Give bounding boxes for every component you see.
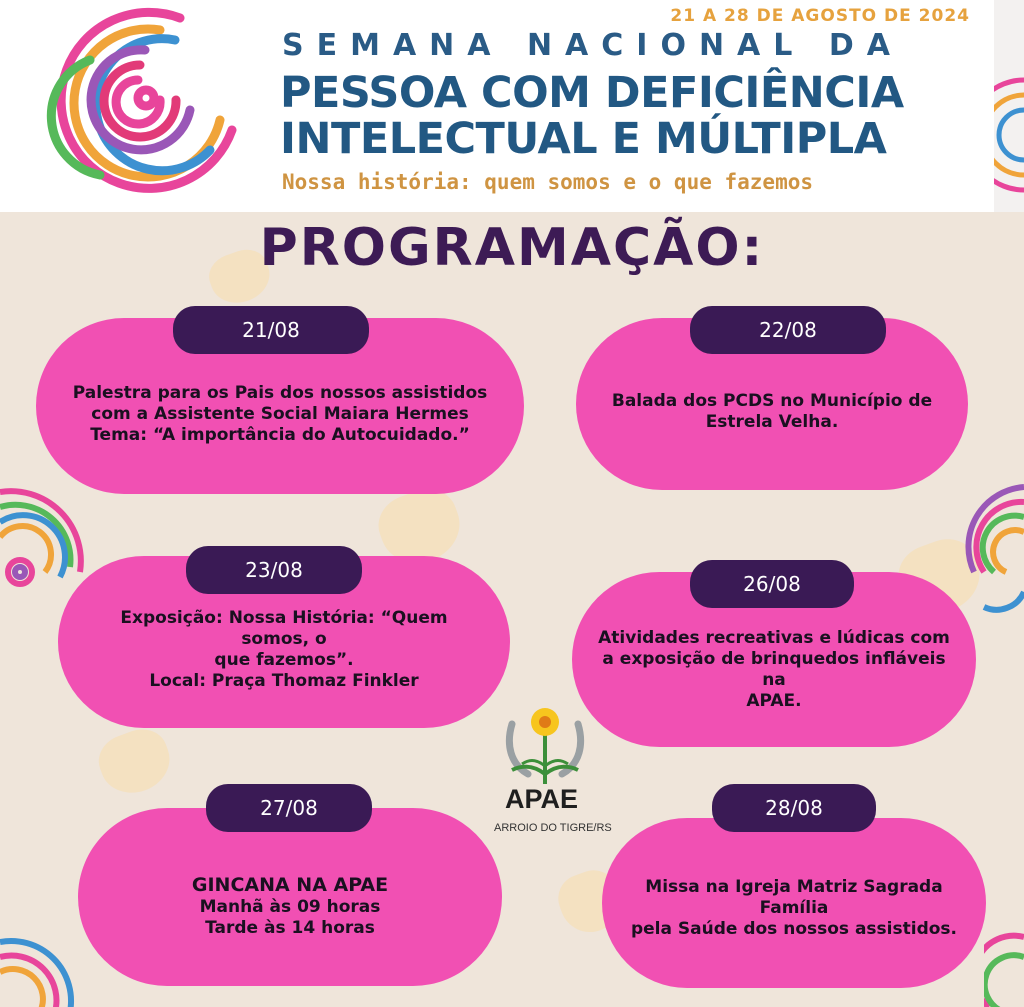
event-card-27-08 bbox=[78, 808, 502, 986]
event-line: APAE. bbox=[746, 690, 802, 711]
event-line: Tema: “A importância do Autocuidado.” bbox=[90, 424, 470, 445]
event-line: com a Assistente Social Maiara Hermes bbox=[91, 403, 469, 424]
event-line: Missa na Igreja Matriz Sagrada Família bbox=[645, 876, 943, 918]
apae-location: ARROIO DO TIGRE/RS bbox=[494, 822, 612, 834]
title-line-1: PESSOA COM DEFICIÊNCIA bbox=[280, 68, 904, 118]
header-subtitle: Nossa história: quem somos e o que fazemos bbox=[282, 170, 814, 194]
event-line: Tarde às 14 horas bbox=[205, 918, 375, 938]
spiral-logo-icon bbox=[20, 0, 260, 212]
header-right-strip bbox=[994, 0, 1024, 212]
event-description bbox=[582, 391, 962, 433]
date-tag-22-08: 22/08 bbox=[690, 306, 886, 354]
event-card-28-08 bbox=[602, 818, 986, 988]
event-line: Exposição: Nossa História: “Quem somos, o bbox=[120, 608, 448, 649]
spiral-bottom-right-icon bbox=[984, 927, 1024, 1007]
event-line: a exposição de brinquedos infláveis na bbox=[602, 648, 946, 690]
semana-heading: SEMANA NACIONAL DA bbox=[282, 28, 903, 63]
date-tag-28-08: 28/08 bbox=[712, 784, 876, 832]
date-tag-27-08: 27/08 bbox=[206, 784, 372, 832]
program-title: PROGRAMAÇÃO: bbox=[259, 218, 765, 278]
event-description bbox=[572, 628, 976, 712]
header-banner bbox=[0, 0, 1024, 212]
event-line: Palestra para os Pais dos nossos assistidos bbox=[72, 382, 488, 403]
heart-decoration bbox=[92, 722, 178, 802]
spiral-fragment-icon bbox=[994, 0, 1024, 212]
event-line: Manhã às 09 horas bbox=[199, 897, 381, 917]
event-line: pela Saúde dos nossos assistidos. bbox=[630, 918, 957, 939]
title-line-2: INTELECTUAL E MÚLTIPLA bbox=[280, 114, 887, 164]
spiral-right-icon bbox=[964, 482, 1024, 632]
event-line: Balada dos PCDS no Município de bbox=[611, 391, 933, 411]
apae-name: APAE bbox=[505, 784, 579, 814]
event-line: Estrela Velha. bbox=[705, 412, 839, 432]
event-description bbox=[162, 873, 418, 939]
date-tag-26-08: 26/08 bbox=[690, 560, 854, 608]
spiral-bottom-left-icon bbox=[0, 922, 80, 1007]
event-heading: GINCANA NA APAE bbox=[191, 874, 389, 896]
event-line: Atividades recreativas e lúdicas com bbox=[598, 627, 950, 648]
event-description bbox=[58, 608, 510, 692]
event-line: Local: Praça Thomaz Finkler bbox=[149, 671, 419, 691]
date-tag-23-08: 23/08 bbox=[186, 546, 362, 594]
date-tag-21-08: 21/08 bbox=[173, 306, 369, 354]
event-dates: 21 A 28 DE AGOSTO DE 2024 bbox=[670, 6, 970, 26]
event-description bbox=[602, 877, 986, 940]
event-description bbox=[43, 383, 518, 446]
event-line: que fazemos”. bbox=[214, 650, 354, 670]
